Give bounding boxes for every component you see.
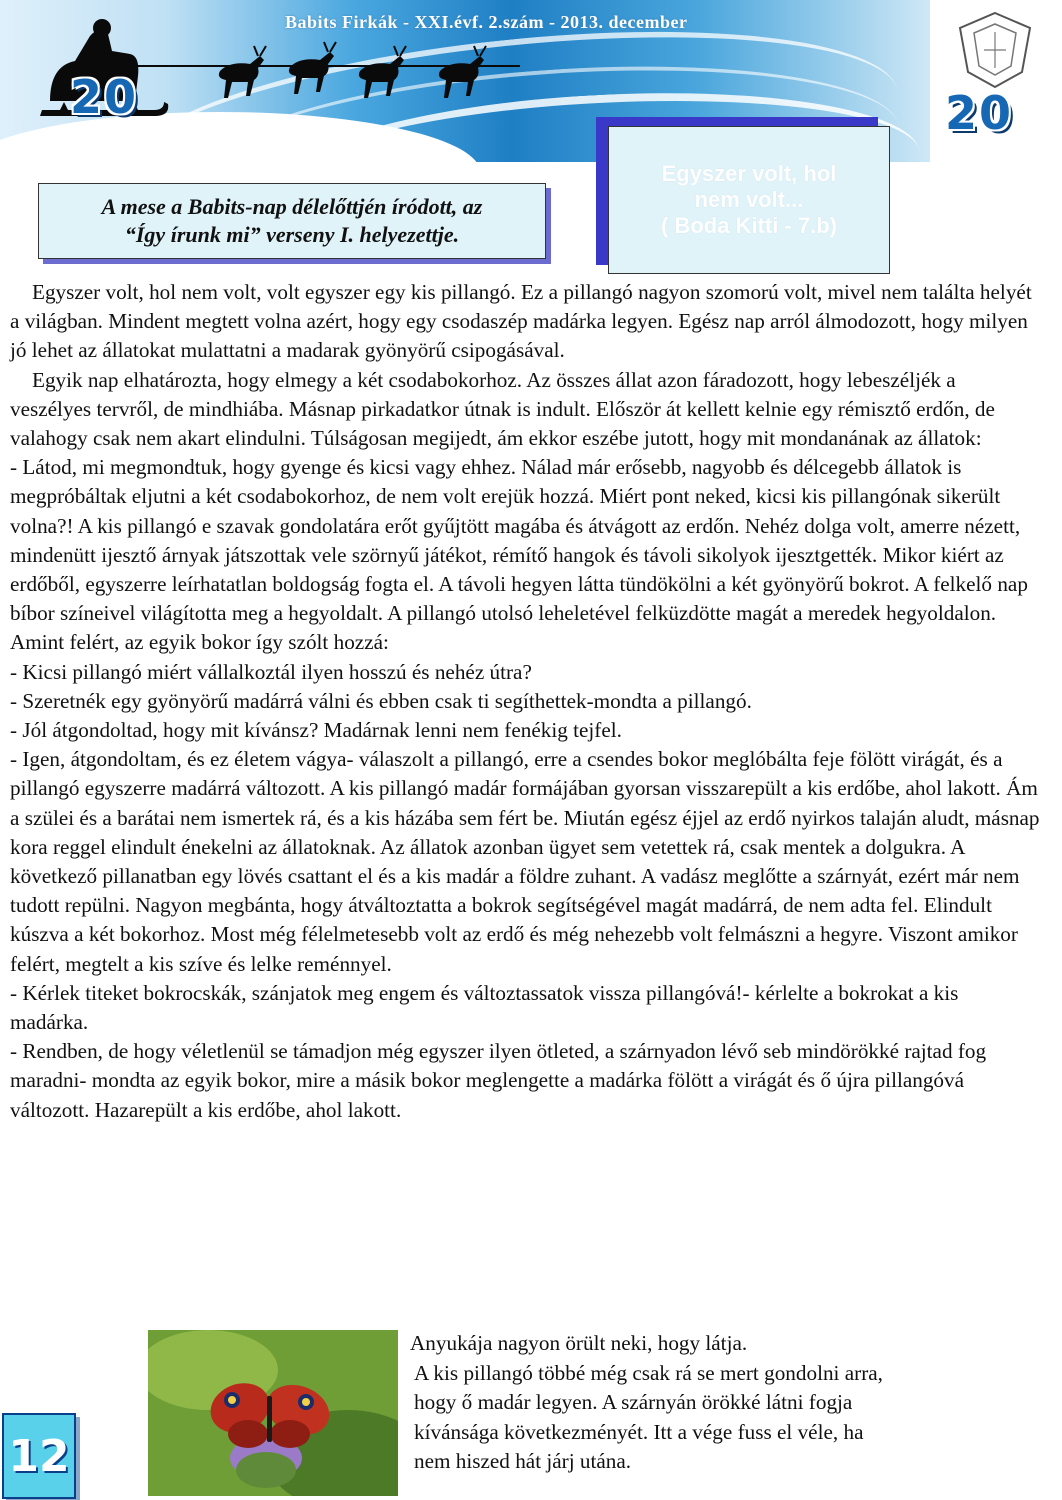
story-paragraph: - Rendben, de hogy véletlenül se támadjon még egyszer ilyen ötleted, a szárnyadon lévő seb mindörökké rajtad fog maradni- mondta az egyik bokor, mire a másik bokor meglengette a madárka fölött a virágát és ő újra pillangóvá változott. Hazarepült a kis erdőbe, ahol lakott.: [10, 1039, 987, 1122]
story-paragraph: - Látod, mi megmondtuk, hogy gyenge és kicsi vagy ehhez. Nálad már erősebb, nagyobb és délcegebb állatok is megpróbáltak eljutni a két csodabokorhoz, de nem volt erejük hozzá. Miért pont neked, kicsi kis pillangónak sikerült volna?! A kis pillangó e szavak gondolatára erőt gyűjtött magába és átvágott az erdőn. Nehéz dolga volt, amerre nézett, mindenütt ijesztő árnyak játszottak vele szörnyű játékot, rémítő hangok és távoli sikolyok ijesztgették. Mikor kiért az erdőből, egyszerre leírhatatlan boldogság fogta el. A távoli hegyen látta tündökölni a két gyönyörű bokrot. A felkelő nap bíbor színeivel világította meg a hegyoldalt. A pillangó utolsó leheletével felküzdötte magát a meredek hegyoldalon. Amint felért, az egyik bokor így szólt hozzá:: [10, 455, 1028, 655]
ending-line: nem hiszed hát járj utána.: [414, 1449, 632, 1474]
story-paragraph: Egyik nap elhatározta, hogy elmegy a két csodabokorhoz. Az összes állat azon fáradozott, hogy lebeszéljék a veszélyes tervről, de mindhiába. Másnap pirkadatkor útnak is indult. Először át kellett kelnie egy rémisztő erdőn, de valahogy csak nem akart elindulni. Túlságosan megijedt, ám ekkor eszébe jutott, hogy mit mondanának az állatok:: [10, 367, 995, 451]
ending-line: A kis pillangó többé még csak rá se mert gondolni arra,: [414, 1360, 883, 1385]
story-author: ( Boda Kitti - 7.b): [661, 213, 837, 238]
intro-line-1: A mese a Babits-nap délelőttjén íródott, az: [101, 194, 483, 219]
story-paragraph: - Jól átgondoltad, hogy mit kívánsz? Madárnak lenni nem fenékig tejfel.: [10, 718, 622, 743]
story-ending: [410, 1329, 1040, 1477]
magazine-title: Babits Firkák - XXI.évf. 2.szám - 2013. december: [285, 12, 688, 32]
story-paragraph: Egyszer volt, hol nem volt, volt egyszer egy kis pillangó. Ez a pillangó nagyon szomorú volt, mivel nem találta helyét a világban. Mindent megtett volna azért, hogy egy csodaszép madárka legyen. Egész nap arról álmodozott, hogy milyen jó lehet az állatokat mulattatni a madarak gyönyörű csipogásával.: [10, 280, 1032, 363]
story-paragraph: - Szeretnék egy gyönyörű madárrá válni és ebben csak ti segíthettek-mondta a pillangó.: [10, 688, 752, 713]
butterfly-icon: [148, 1330, 398, 1496]
story-body: [10, 278, 1040, 1125]
story-paragraph: - Kicsi pillangó miért vállalkoztál ilyen hosszú és nehéz útra?: [10, 659, 532, 684]
page-number-badge: 12: [2, 1413, 76, 1499]
issue-number-right: 20: [945, 86, 1014, 140]
ending-line: Anyukája nagyon örült neki, hogy látja.: [410, 1331, 748, 1355]
intro-note-box: [38, 183, 546, 259]
story-paragraph: - Igen, átgondoltam, és ez életem vágya- válaszolt a pillangó, erre a csendes bokor meglóbálta feje fölött virágát, és a pillangó egyszerre madárrá változott. A kis pillangó madár formájában gyorsan visszarepült a kis erdőbe, ahol lakott. Ám a szülei és a barátai nem ismertek rá, és a kis házába sem fért be. Miután egész éjjel az erdő nyirkos talaján aludt, másnap kora reggel elindult énekelni az állatoknak. Az állatok azonban ügyet sem vetettek rá, csak mentek a dolgukra. A következő pillanatban egy lövés csattant el és a kis madár a földre zuhant. A vadász meglőtte a szárnyát, ezért már nem tudott repülni. Nagyon megbánta, hogy átváltoztatta a bokrok segítségével magát madárrá, de nem adta fel. Elindult kúszva a két bokorhoz. Most még félelmetesebb volt az erdő és még nehezebb volt felmászni a hegyre. Viszont amikor felért, megtelt a kis szíve és lelke reménnyel.: [10, 747, 1040, 976]
story-title-line-2: nem volt...: [694, 187, 804, 212]
ending-line: kívánsága következményét. Itt a vége fuss el véle, ha: [414, 1419, 864, 1444]
story-title-box: [608, 126, 890, 274]
butterfly-photo: [148, 1330, 398, 1496]
intro-line-2: “Így írunk mi” verseny I. helyezettje.: [124, 222, 460, 247]
story-paragraph: - Kérlek titeket bokrocskák, szánjatok meg engem és változtassatok vissza pillangóvá!- kérlelte a bokrokat a kis madárka.: [10, 980, 959, 1035]
school-logo-icon: [950, 10, 1040, 90]
ending-line: hogy ő madár legyen. A szárnyán örökké látni fogja: [414, 1390, 853, 1415]
story-title-line-1: Egyszer volt, hol: [661, 161, 837, 186]
issue-number-left: 20: [70, 70, 139, 124]
